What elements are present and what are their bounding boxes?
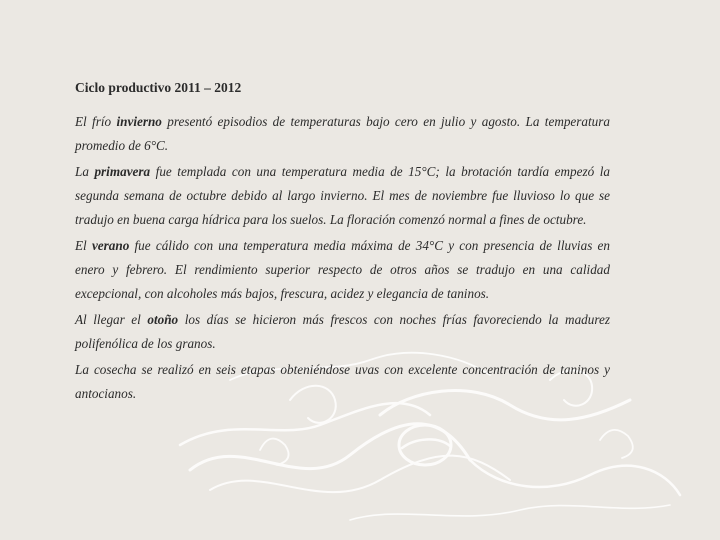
paragraph-verano: El verano fue cálido con una temperatura media máxima de 34°C y con presencia de lluvias en enero y febrero. El rendimiento superior respecto de otros años se tradujo en una calidad excepcional, con alcoholes más bajos, frescura, acidez y elegancia de taninos. xyxy=(75,238,610,301)
paragraph-otono: Al llegar el otoño los días se hicieron más frescos con noches frías favoreciendo la madurez polifenólica de los granos. xyxy=(75,312,610,351)
paragraph-invierno: El frío invierno presentó episodios de temperaturas bajo cero en julio y agosto. La temperatura promedio de 6°C. xyxy=(75,114,610,153)
season-invierno: invierno xyxy=(116,114,162,129)
season-otono: otoño xyxy=(147,312,179,327)
paragraph-primavera: La primavera fue templada con una temperatura media de 15°C; la brotación tardía empezó la segunda semana de octubre debido al largo invierno. El mes de noviembre fue lluvioso lo que se tradujo en buena carga hídrica para los suelos. La floración comenzó normal a fines de octubre. xyxy=(75,164,610,227)
season-verano: verano xyxy=(91,238,130,253)
text-content xyxy=(75,80,610,408)
season-primavera: primavera xyxy=(94,164,151,179)
page-title: Ciclo productivo 2011 – 2012 xyxy=(75,80,242,95)
paragraph-cosecha: La cosecha se realizó en seis etapas obteniéndose uvas con excelente concentración de taninos y antocianos. xyxy=(75,362,610,401)
